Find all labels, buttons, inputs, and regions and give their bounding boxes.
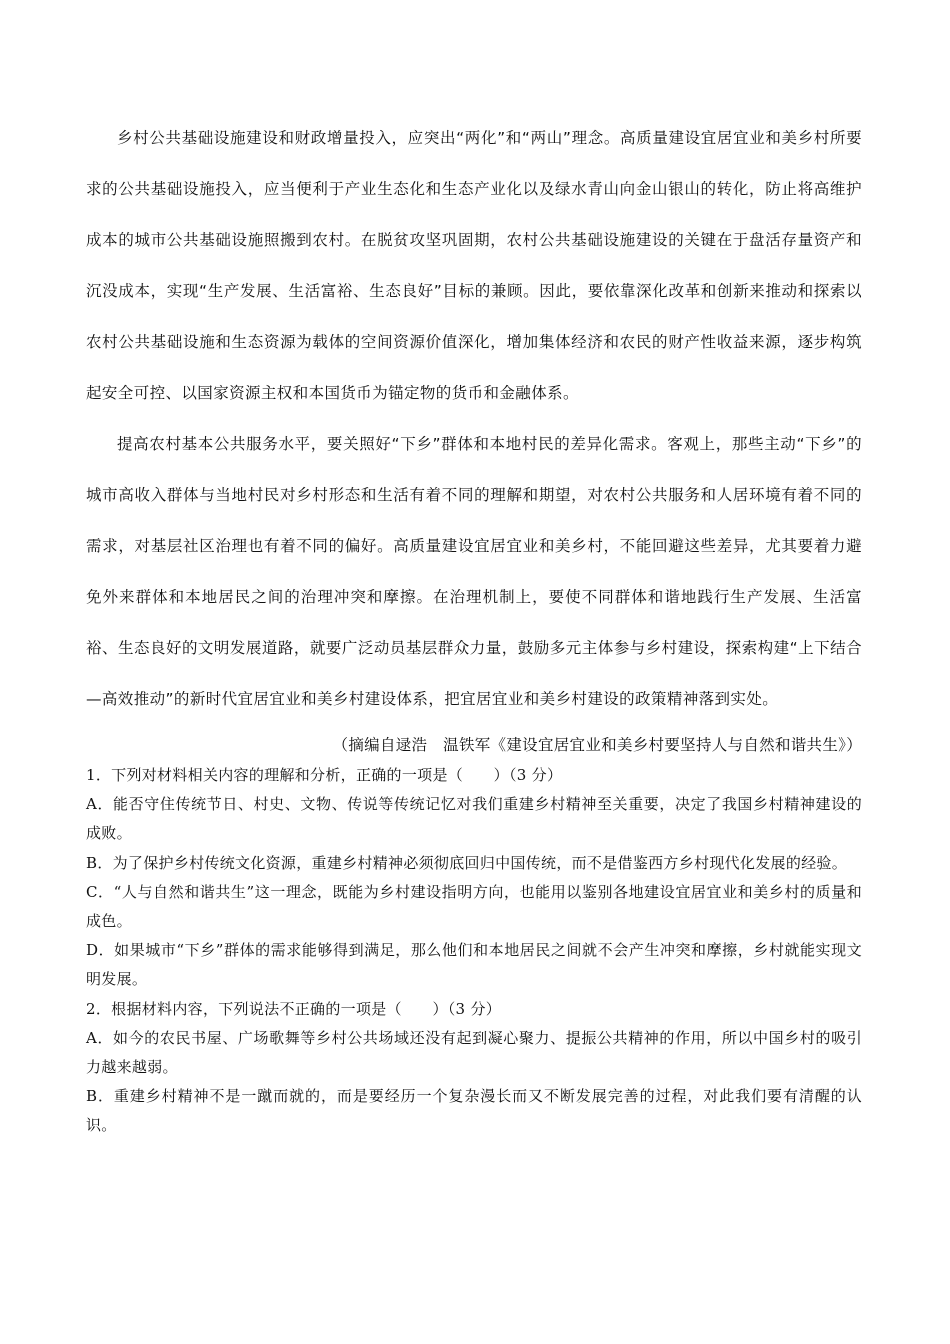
- question-1-stem: 1．下列对材料相关内容的理解和分析，正确的一项是（ ）（3 分）: [86, 766, 563, 784]
- reading-passage: [86, 113, 862, 759]
- question-2-stem: 2．根据材料内容，下列说法不正确的一项是（ ）（3 分）: [86, 999, 502, 1018]
- passage-paragraph-1: 乡村公共基础设施建设和财政增量投入，应突出“两化”和“两山”理念。高质量建设宜居宜业和美乡村所要求的公共基础设施投入，应当便利于产业生态化和生态产业化以及绿水青山向金山银山的转化，防止将高维护成本的城市公共基础设施照搬到农村。在脱贫攻坚巩固期，农村公共基础设施建设的关键在于盘活存量资产和沉没成本，实现“生产发展、生活富裕、生态良好”目标的兼顾。因此，要依靠深化改革和创新来推动和探索以农村公共基础设施和生态资源为载体的空间资源价值深化，增加集体经济和农民的财产性收益来源，逐步构筑起安全可控、以国家资源主权和本国货币为锚定物的货币和金融体系。: [86, 129, 862, 402]
- question-1-option-a: A．能否守住传统节日、村史、文物、传说等传统记忆对我们重建乡村精神至关重要，决定了我国乡村精神建设的成败。: [86, 795, 862, 843]
- exam-page: [86, 113, 862, 1141]
- question-2-option-b: B．重建乡村精神不是一蹴而就的，而是要经历一个复杂漫长而又不断发展完善的过程，对此我们要有清醒的认识。: [86, 1087, 862, 1135]
- question-1-option-b: B．为了保护乡村传统文化资源，重建乡村精神必须彻底回归中国传统，而不是借鉴西方乡村现代化发展的经验。: [86, 853, 848, 872]
- question-1-option-d: D．如果城市“下乡”群体的需求能够得到满足，那么他们和本地居民之间就不会产生冲突和摩擦，乡村就能实现文明发展。: [86, 941, 862, 989]
- question-2-option-a: A．如今的农民书屋、广场歌舞等乡村公共场域还没有起到凝心聚力、提振公共精神的作用，所以中国乡村的吸引力越来越弱。: [86, 1028, 862, 1077]
- passage-source: （摘编自逯浩 温铁军《建设宜居宜业和美乡村要坚持人与自然和谐共生》）: [332, 736, 862, 754]
- passage-paragraph-2: 提高农村基本公共服务水平，要关照好“下乡”群体和本地村民的差异化需求。客观上，那些主动“下乡”的城市高收入群体与当地村民对乡村形态和生活有着不同的理解和期望，对农村公共服务和人居环境有着不同的需求，对基层社区治理也有着不同的偏好。高质量建设宜居宜业和美乡村，不能回避这些差异，尤其要着力避免外来群体和本地居民之间的治理冲突和摩擦。在治理机制上，要使不同群体和谐地践行生产发展、生活富裕、生态良好的文明发展道路，就要广泛动员基层群众力量，鼓励多元主体参与乡村建设，探索构建“上下结合—高效推动”的新时代宜居宜业和美乡村建设体系，把宜居宜业和美乡村建设的政策精神落到实处。: [86, 435, 862, 708]
- question-1: [86, 761, 862, 995]
- question-1-option-c: C．“人与自然和谐共生”这一理念，既能为乡村建设指明方向，也能用以鉴别各地建设宜居宜业和美乡村的质量和成色。: [86, 882, 862, 931]
- question-2: [86, 995, 862, 1141]
